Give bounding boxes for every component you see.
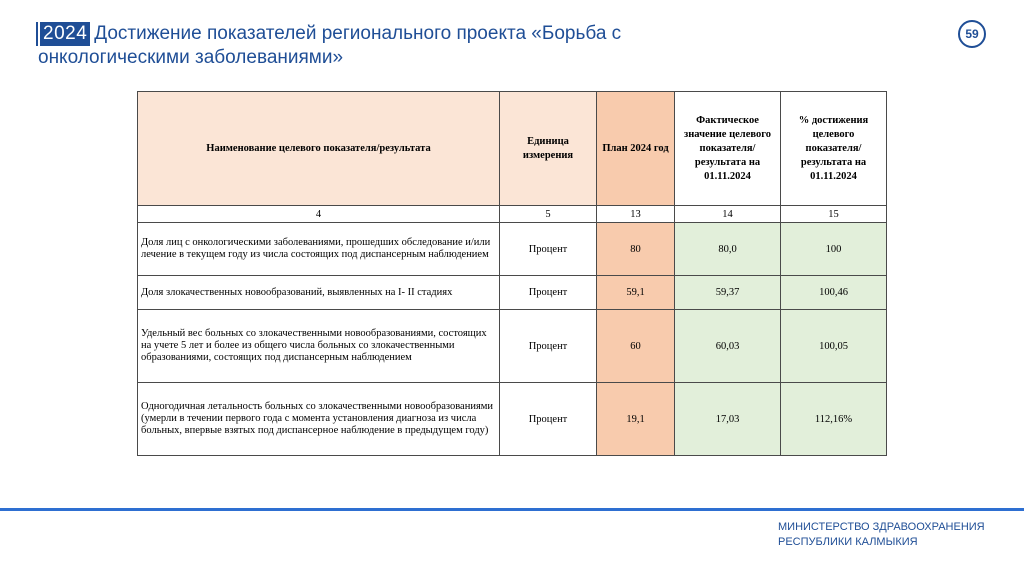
footer-divider: [0, 508, 1024, 511]
indicator-fact: 59,37: [675, 276, 781, 310]
indicator-name: Удельный вес больных со злокачественными новообразованиями, состоящих на учете 5 лет и более из общего числа больных со злокачественными образованиями, состоящих под диспансерным наблюдением: [138, 310, 500, 383]
column-header-fact: Фактическое значение целевого показателя/результата на 01.11.2024: [675, 92, 781, 206]
column-number: 14: [675, 206, 781, 223]
column-header-unit: Единица измерения: [500, 92, 597, 206]
column-number: 13: [597, 206, 675, 223]
column-number: 5: [500, 206, 597, 223]
table-header-row: [138, 92, 887, 206]
column-number: 4: [138, 206, 500, 223]
indicator-plan: 60: [597, 310, 675, 383]
indicators-table: [137, 91, 887, 456]
indicator-plan: 19,1: [597, 383, 675, 456]
page-title: Достижение показателей регионального проекта «Борьба с онкологическими заболеваниями»: [38, 23, 622, 68]
indicator-plan: 80: [597, 223, 675, 276]
indicator-unit: Процент: [500, 276, 597, 310]
indicator-unit: Процент: [500, 223, 597, 276]
column-number-row: [138, 206, 887, 223]
table-row: [138, 276, 887, 310]
indicator-percent: 112,16%: [781, 383, 887, 456]
indicator-name: Доля лиц с онкологическими заболеваниями, прошедших обследование и/или лечение в текущем году из числа состоящих под диспансерным наблюдением: [138, 223, 500, 276]
indicator-fact: 17,03: [675, 383, 781, 456]
table-row: [138, 223, 887, 276]
column-header-percent: % достижения целевого показателя/результата на 01.11.2024: [781, 92, 887, 206]
indicator-plan: 59,1: [597, 276, 675, 310]
column-header-name: Наименование целевого показателя/результата: [138, 92, 500, 206]
indicator-percent: 100,46: [781, 276, 887, 310]
footer-organization: МИНИСТЕРСТВО ЗДРАВООХРАНЕНИЯ РЕСПУБЛИКИ КАЛМЫКИЯ: [778, 521, 985, 548]
indicator-name: Одногодичная летальность больных со злокачественными новообразованиями (умерли в течении первого года с момента установления диагноза из числа больных, впервые взятых под диспансерное наблюдение в предыдущем году): [138, 383, 500, 456]
indicator-unit: Процент: [500, 383, 597, 456]
indicator-fact: 60,03: [675, 310, 781, 383]
table-row: [138, 383, 887, 456]
column-header-plan: План 2024 год: [597, 92, 675, 206]
column-number: 15: [781, 206, 887, 223]
page-number-badge: 59: [958, 20, 986, 48]
indicator-fact: 80,0: [675, 223, 781, 276]
indicator-percent: 100,05: [781, 310, 887, 383]
indicator-name: Доля злокачественных новообразований, выявленных на I- II стадиях: [138, 276, 500, 310]
table-row: [138, 310, 887, 383]
indicator-percent: 100: [781, 223, 887, 276]
slide-title: [38, 22, 638, 70]
year-badge: 2024: [38, 22, 90, 46]
indicator-unit: Процент: [500, 310, 597, 383]
